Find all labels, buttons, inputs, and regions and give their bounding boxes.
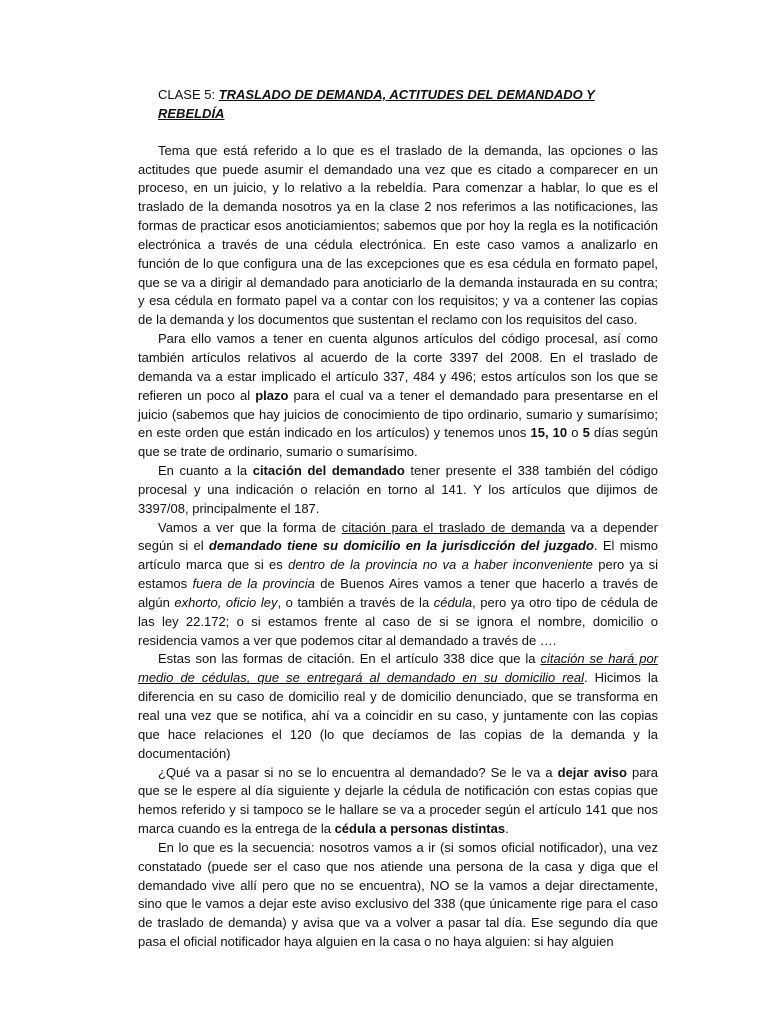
text-run: En lo que es la secuencia: nosotros vamos a ir (si somos oficial notificador), una vez constatado (puede ser el caso que nos atiende una persona de la casa y diga que el demandado vive allí pero que no se encuentra), NO se la vamos a dejar directamente, sino que le vamos a dejar este aviso exclusivo del 338 (que únicamente rige para el caso de traslado de demanda) y avisa que va a volver a pasar tal día. Ese segundo día que pasa el oficial notificador haya alguien en la casa o no haya alguien: si hay alguien	[138, 839, 658, 950]
text-run: .	[505, 821, 509, 837]
text-run: 5	[582, 425, 590, 441]
text-run: de Buenos Aires vamos a tener que hacerlo a través de algún	[138, 576, 659, 610]
text-run: cédula	[433, 594, 473, 610]
text-run: , o también a través de la	[277, 594, 434, 610]
text-run: pero ya si estamos	[138, 557, 658, 592]
text-run: ¿Qué va a pasar si no se lo encuentra al demandado? Se le va a	[158, 764, 558, 780]
text-run: Tema que está referido a lo que es el traslado de la demanda, las opciones o las actitudes que puede asumir el demandado una vez que es citado a comparecer en un proceso, en un juicio, y lo relativo a la rebeldía. Para comenzar a hablar, lo que es el traslado de la demanda nosotros ya en la clase 2 nos referimos a las notificaciones, las formas de practicar esos anoticiamientos; sabemos que por hoy la regla es la notificación electrónica a través de una cédula electrónica. En este caso vamos a analizarlo en función de lo que configura una de las excepciones que es esa cédula en formato papel, que se va a dirigir al demandado para anoticiarlo de la demanda instaurada en su contra; y esa cédula en formato papel va a contar con los requisitos; y va a contener las copias de la demanda y los documentos que sustentan el reclamo con los requisitos del caso.	[138, 142, 658, 328]
text-run: , pero ya otro tipo de cédula de las ley 22.172; o si estamos frente al caso de si se ignora el nombre, domicilio o residencia vamos a ver que podemos citar al demandado a través de ….	[138, 594, 658, 648]
paragraph	[138, 142, 658, 330]
text-run: demandado tiene su domicilio en la jurisdicción del juzgado	[208, 538, 594, 554]
text-run: En cuanto a la	[158, 463, 253, 479]
paragraph	[138, 462, 658, 519]
text-run: tener presente el 338 también del código procesal y una indicación o relación en torno al 141. Y los artículos que dijimos de 3397/08, principalmente el 187.	[138, 463, 658, 516]
title-label: CLASE 5:	[158, 87, 219, 102]
text-run: Estas son las formas de citación. En el artículo 338 dice que la	[158, 651, 541, 667]
text-run: citación se hará por medio de cédulas, que se entregará al demandado en su domicilio real	[138, 651, 659, 686]
paragraph	[138, 839, 658, 952]
document-title	[158, 86, 658, 124]
text-run: va a depender según si el	[138, 519, 658, 554]
text-run: para que se le espere al día siguiente y dejarle la cédula de notificación con estas copias que hemos referido y si tampoco se le hallare se va a proceder según el artículo 141 que nos marca cuando es la entrega de la	[138, 764, 658, 837]
text-run: . El mismo artículo marca que si es	[138, 538, 659, 573]
paragraph	[138, 650, 658, 763]
text-run: Para ello vamos a tener en cuenta algunos artículos del código procesal, así como también artículos relativos al acuerdo de la corte 3397 del 2008. En el traslado de demanda va a estar implicado el artículo 337, 484 y 496; estos artículos son los que se refieren un poco al	[138, 331, 658, 403]
text-run: . Hicimos la diferencia en su caso de domicilio real y de domicilio denunciado, que se transforma en real una vez que se notifica, ahí va a coincidir en su caso, y juntamente con las copias que hace relaciones el 120 (lo que decíamos de las copias de la demanda y la documentación)	[138, 670, 658, 761]
text-run: citación del demandado	[252, 463, 405, 479]
text-run: o	[567, 425, 583, 441]
text-run: plazo	[255, 387, 289, 403]
paragraph	[138, 330, 658, 462]
title-text: TRASLADO DE DEMANDA, ACTITUDES DEL DEMANDADO Y REBELDÍA	[158, 87, 595, 121]
text-run: exhorto, oficio ley	[174, 594, 278, 610]
text-run: cédula a personas distintas	[334, 821, 506, 837]
paragraph	[138, 519, 658, 651]
text-run: dentro de la provincia no va a haber inconveniente	[288, 557, 593, 573]
text-run: para el cual va a tener el demandado para presentarse en el juicio (sabemos que hay juicios de conocimiento de tipo ordinario, sumario y sumarísimo; en este orden que están indicado en los artículos) y tenemos unos	[138, 387, 659, 441]
paragraphs	[138, 142, 658, 952]
text-run: Vamos a ver que la forma de	[158, 519, 342, 535]
text-run: citación para el traslado de demanda	[341, 519, 566, 535]
text-run: días según que se trate de ordinario, sumario o sumarísimo.	[138, 425, 658, 460]
text-run: 15, 10	[530, 425, 568, 441]
document-body	[138, 86, 658, 952]
text-run: fuera de la provincia	[192, 576, 315, 592]
paragraph	[138, 764, 658, 839]
text-run: dejar aviso	[557, 764, 627, 780]
